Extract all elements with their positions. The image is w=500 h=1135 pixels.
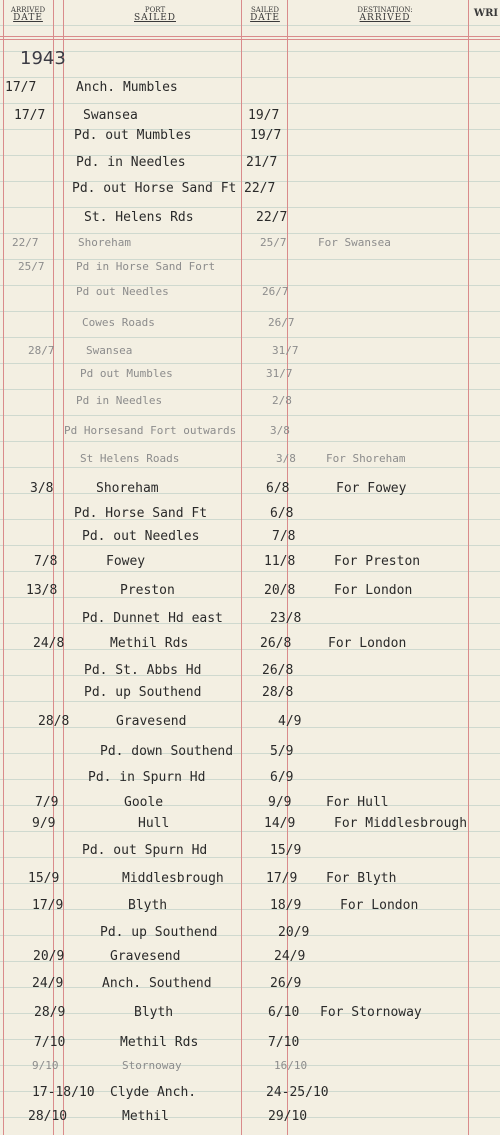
row-sailed-date: 26/8 [260,636,292,651]
row-port: Clyde Anch. [110,1085,197,1100]
row-port: Pd. out Spurn Hd [82,843,208,858]
row-destination: For London [340,898,419,913]
row-sailed-date: 31/7 [266,367,293,380]
row-sailed-date: 19/7 [250,128,282,143]
row-sailed-date: 22/7 [244,181,276,196]
row-port: Pd. in Needles [76,155,186,170]
row-arrived-date: 28/7 [28,344,55,357]
row-sailed-date: 6/10 [268,1005,300,1020]
row-sailed-date: 6/8 [266,481,290,496]
row-sailed-date: 26/7 [262,285,289,298]
rule-header-bottom [0,36,500,37]
row-sailed-date: 6/8 [270,506,294,521]
row-destination: For Swansea [318,236,391,249]
row-port: Pd. out Horse Sand Ft [72,181,237,196]
row-arrived-date: 7/10 [34,1035,66,1050]
row-arrived-date: 17/7 [14,108,46,123]
row-port: Blyth [134,1005,174,1020]
row-arrived-date: 9/10 [32,1059,59,1072]
row-port: Pd. up Southend [84,685,202,700]
row-arrived-date: 17/7 [5,80,37,95]
row-port: Goole [124,795,164,810]
row-sailed-date: 4/9 [278,714,302,729]
row-port: Pd out Mumbles [80,367,173,380]
row-sailed-date: 2/8 [272,394,292,407]
row-sailed-date: 18/9 [270,898,302,913]
row-arrived-date: 17/9 [32,898,64,913]
row-destination: For Blyth [326,871,397,886]
row-port: Anch. Mumbles [76,80,178,95]
row-port: Shoreham [78,236,131,249]
row-arrived-date: 28/10 [28,1109,68,1124]
row-sailed-date: 7/10 [268,1035,300,1050]
row-sailed-date: 16/10 [274,1059,308,1072]
header-port: PORT SAILED [134,6,176,23]
row-arrived-date: 7/9 [35,795,59,810]
row-port: Pd. in Spurn Hd [88,770,206,785]
row-sailed-date: 28/8 [262,685,294,700]
row-port: Cowes Roads [82,316,155,329]
row-sailed-date: 26/8 [262,663,294,678]
rule-dest-right [468,0,469,1135]
row-port: Anch. Southend [102,976,212,991]
rule-header-bottom-2 [0,39,500,40]
row-arrived-date: 25/7 [18,260,45,273]
row-sailed-date: 22/7 [256,210,288,225]
row-destination: For London [334,583,413,598]
row-sailed-date: 29/10 [268,1109,308,1124]
row-port: Stornoway [122,1059,182,1072]
row-sailed-date: 11/8 [264,554,296,569]
row-port: Methil Rds [110,636,189,651]
row-sailed-date: 21/7 [246,155,278,170]
header-sailed: SAILED DATE [250,6,280,23]
header-destination: DESTINATION: ARRIVED [357,6,413,23]
row-sailed-date: 20/8 [264,583,296,598]
row-sailed-date: 24/9 [274,949,306,964]
row-port: Pd. up Southend [100,925,218,940]
row-arrived-date: 17-18/10 [32,1085,95,1100]
row-sailed-date: 7/8 [272,529,296,544]
row-arrived-date: 24/8 [33,636,65,651]
row-port: Gravesend [110,949,181,964]
rule-port-right [241,0,242,1135]
row-port: Hull [138,816,170,831]
row-port: St Helens Roads [80,452,180,465]
row-destination: For Preston [334,554,421,569]
row-destination: For Middlesbrough [334,816,468,831]
row-port: Pd Horsesand Fort outwards [64,424,237,437]
row-sailed-date: 15/9 [270,843,302,858]
row-destination: For Stornoway [320,1005,422,1020]
row-arrived-date: 28/9 [34,1005,66,1020]
row-destination: For Hull [326,795,389,810]
row-port: Pd. down Southend [100,744,234,759]
row-arrived-date: 13/8 [26,583,58,598]
row-port: Pd. Dunnet Hd east [82,611,223,626]
row-sailed-date: 3/8 [270,424,290,437]
row-destination: For London [328,636,407,651]
row-arrived-date: 24/9 [32,976,64,991]
row-port: Blyth [128,898,168,913]
row-arrived-date: 3/8 [30,481,54,496]
row-port: Swansea [83,108,138,123]
row-port: Methil Rds [120,1035,199,1050]
row-sailed-date: 31/7 [272,344,299,357]
header-extra: WRI [473,8,499,19]
row-arrived-date: 22/7 [12,236,39,249]
row-sailed-date: 25/7 [260,236,287,249]
row-port: Pd. St. Abbs Hd [84,663,202,678]
row-port: Pd in Needles [76,394,163,407]
row-arrived-date: 28/8 [38,714,70,729]
row-port: Middlesbrough [122,871,224,886]
row-sailed-date: 3/8 [276,452,296,465]
row-arrived-date: 15/9 [28,871,60,886]
row-sailed-date: 17/9 [266,871,298,886]
year-heading: 1943 [20,48,66,69]
row-sailed-date: 9/9 [268,795,292,810]
row-port: Pd out Needles [76,285,169,298]
row-sailed-date: 19/7 [248,108,280,123]
row-sailed-date: 26/9 [270,976,302,991]
rule-arrived-left [3,0,4,1135]
row-port: Methil [122,1109,169,1124]
row-port: Preston [120,583,175,598]
header-arrived: ARRIVED DATE [10,6,46,23]
row-arrived-date: 9/9 [32,816,56,831]
row-port: Shoreham [96,481,159,496]
row-sailed-date: 14/9 [264,816,296,831]
row-sailed-date: 23/8 [270,611,302,626]
row-port: Gravesend [116,714,187,729]
row-sailed-date: 6/9 [270,770,294,785]
row-port: Pd. out Mumbles [74,128,192,143]
row-port: Pd. out Needles [82,529,200,544]
row-sailed-date: 26/7 [268,316,295,329]
row-port: Pd. Horse Sand Ft [74,506,208,521]
row-port: Pd in Horse Sand Fort [76,260,216,273]
row-sailed-date: 20/9 [278,925,310,940]
row-arrived-date: 20/9 [33,949,65,964]
row-port: Swansea [86,344,133,357]
rule-port-left [63,0,64,1135]
row-sailed-date: 24-25/10 [266,1085,329,1100]
row-destination: For Shoreham [326,452,406,465]
row-port: Fowey [106,554,146,569]
row-arrived-date: 7/8 [34,554,58,569]
row-sailed-date: 5/9 [270,744,294,759]
row-destination: For Fowey [336,481,407,496]
row-port: St. Helens Rds [84,210,194,225]
